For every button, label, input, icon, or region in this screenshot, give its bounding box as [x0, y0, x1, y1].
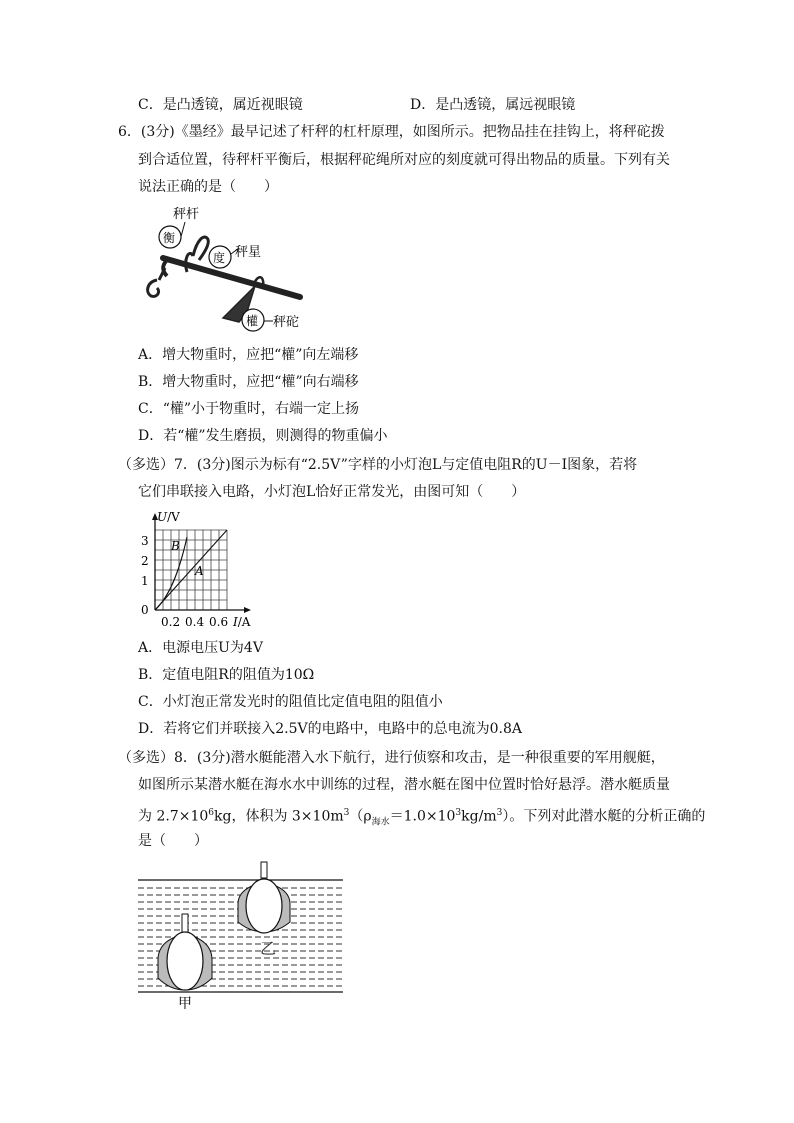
label-du: 度	[213, 251, 226, 265]
q7-stem-line-2: 它们串联接入电路，小灯泡L恰好正常发光，由图可知（ ）	[138, 484, 526, 500]
hook-icon	[148, 280, 159, 296]
x-tick-0.6: 0.6	[209, 615, 229, 629]
ui-graph	[135, 505, 260, 630]
q6-option-c: C．“權”小于物重时，右端一定上扬	[138, 401, 360, 417]
steelyard-rod	[163, 258, 300, 297]
q8-stem-line-3: 为 $2.7\times 10^6kg$，体积为 $3\times 10m^3(\rho_{海水}=1.0\times 10^3kg/m^3)$。下列对此潜水艇的分析正确的	[138, 808, 706, 828]
q6-option-a: A．增大物重时，应把“權”向左端移	[138, 347, 359, 363]
q5-option-d: D．是凸透镜，属远视眼镜	[410, 97, 576, 113]
submarine-yi	[238, 862, 290, 933]
q5-option-c: C．是凸透镜，属近视眼镜	[138, 97, 303, 113]
y-tick-0: 0	[141, 603, 149, 617]
label-weight: 秤砣	[273, 315, 300, 330]
svg-text:U/V: U/V	[157, 510, 180, 524]
q6-stem-line-2: 到合适位置，待秤杆平衡后，根据秤砣绳所对应的刻度就可得出物品的质量。下列有关	[138, 152, 670, 168]
label-heng: 衡	[163, 231, 176, 245]
q8-stem-line-4: 是（ ）	[138, 833, 208, 849]
q6-option-b: B．增大物重时，应把“權”向右端移	[138, 374, 359, 390]
curve-b-label: B	[171, 539, 180, 553]
q7-option-c: C．小灯泡正常发光时的阻值比定值电阻的阻值小	[138, 694, 443, 710]
q8-stem-line-2: 如图所示某潜水艇在海水水中训练的过程，潜水艇在图中位置时恰好悬浮。潜水艇质量	[138, 777, 670, 793]
svg-text:I/A: I/A	[233, 615, 251, 629]
x-tick-0.4: 0.4	[185, 615, 205, 629]
label-jia: 甲	[178, 996, 192, 1012]
q7-stem-line-1: （多选）7．(3分)图示为标有“2.5V”字样的小灯泡L与定值电阻R的U－I图象，若将	[118, 457, 638, 473]
label-star: 秤星	[235, 245, 262, 260]
q6-option-d: D．若“權”发生磨损，则测得的物重偏小	[138, 428, 388, 444]
line-a-label: A	[195, 564, 204, 578]
x-tick-0.2: 0.2	[161, 615, 181, 629]
y-tick-3: 3	[141, 534, 149, 548]
steelyard-figure	[135, 200, 310, 340]
q7-option-d: D．若将它们并联接入2.5V的电路中，电路中的总电流为0.8A	[138, 721, 522, 737]
q6-stem-line-3: 说法正确的是（ ）	[138, 179, 278, 195]
y-tick-1: 1	[141, 574, 149, 588]
q8-stem-line-1: （多选）8．(3分)潜水艇能潜入水下航行，进行侦察和攻击，是一种很重要的军用舰艇，	[118, 750, 665, 766]
label-yi: 乙	[260, 939, 277, 958]
q7-option-a: A．电源电压U为4V	[138, 640, 263, 656]
y-tick-2: 2	[141, 554, 149, 568]
q7-option-b: B．定值电阻R的阻值为10Ω	[138, 667, 315, 683]
submarine-figure	[138, 858, 348, 1013]
q6-stem-line-1: 6．(3分)《墨经》最早记述了杆秤的杠杆原理，如图所示。把物品挂在挂钩上，将秤砣拨	[118, 124, 665, 140]
label-rod: 秤杆	[173, 207, 200, 222]
submarine-jia	[158, 914, 212, 990]
label-quan: 權	[246, 314, 259, 328]
